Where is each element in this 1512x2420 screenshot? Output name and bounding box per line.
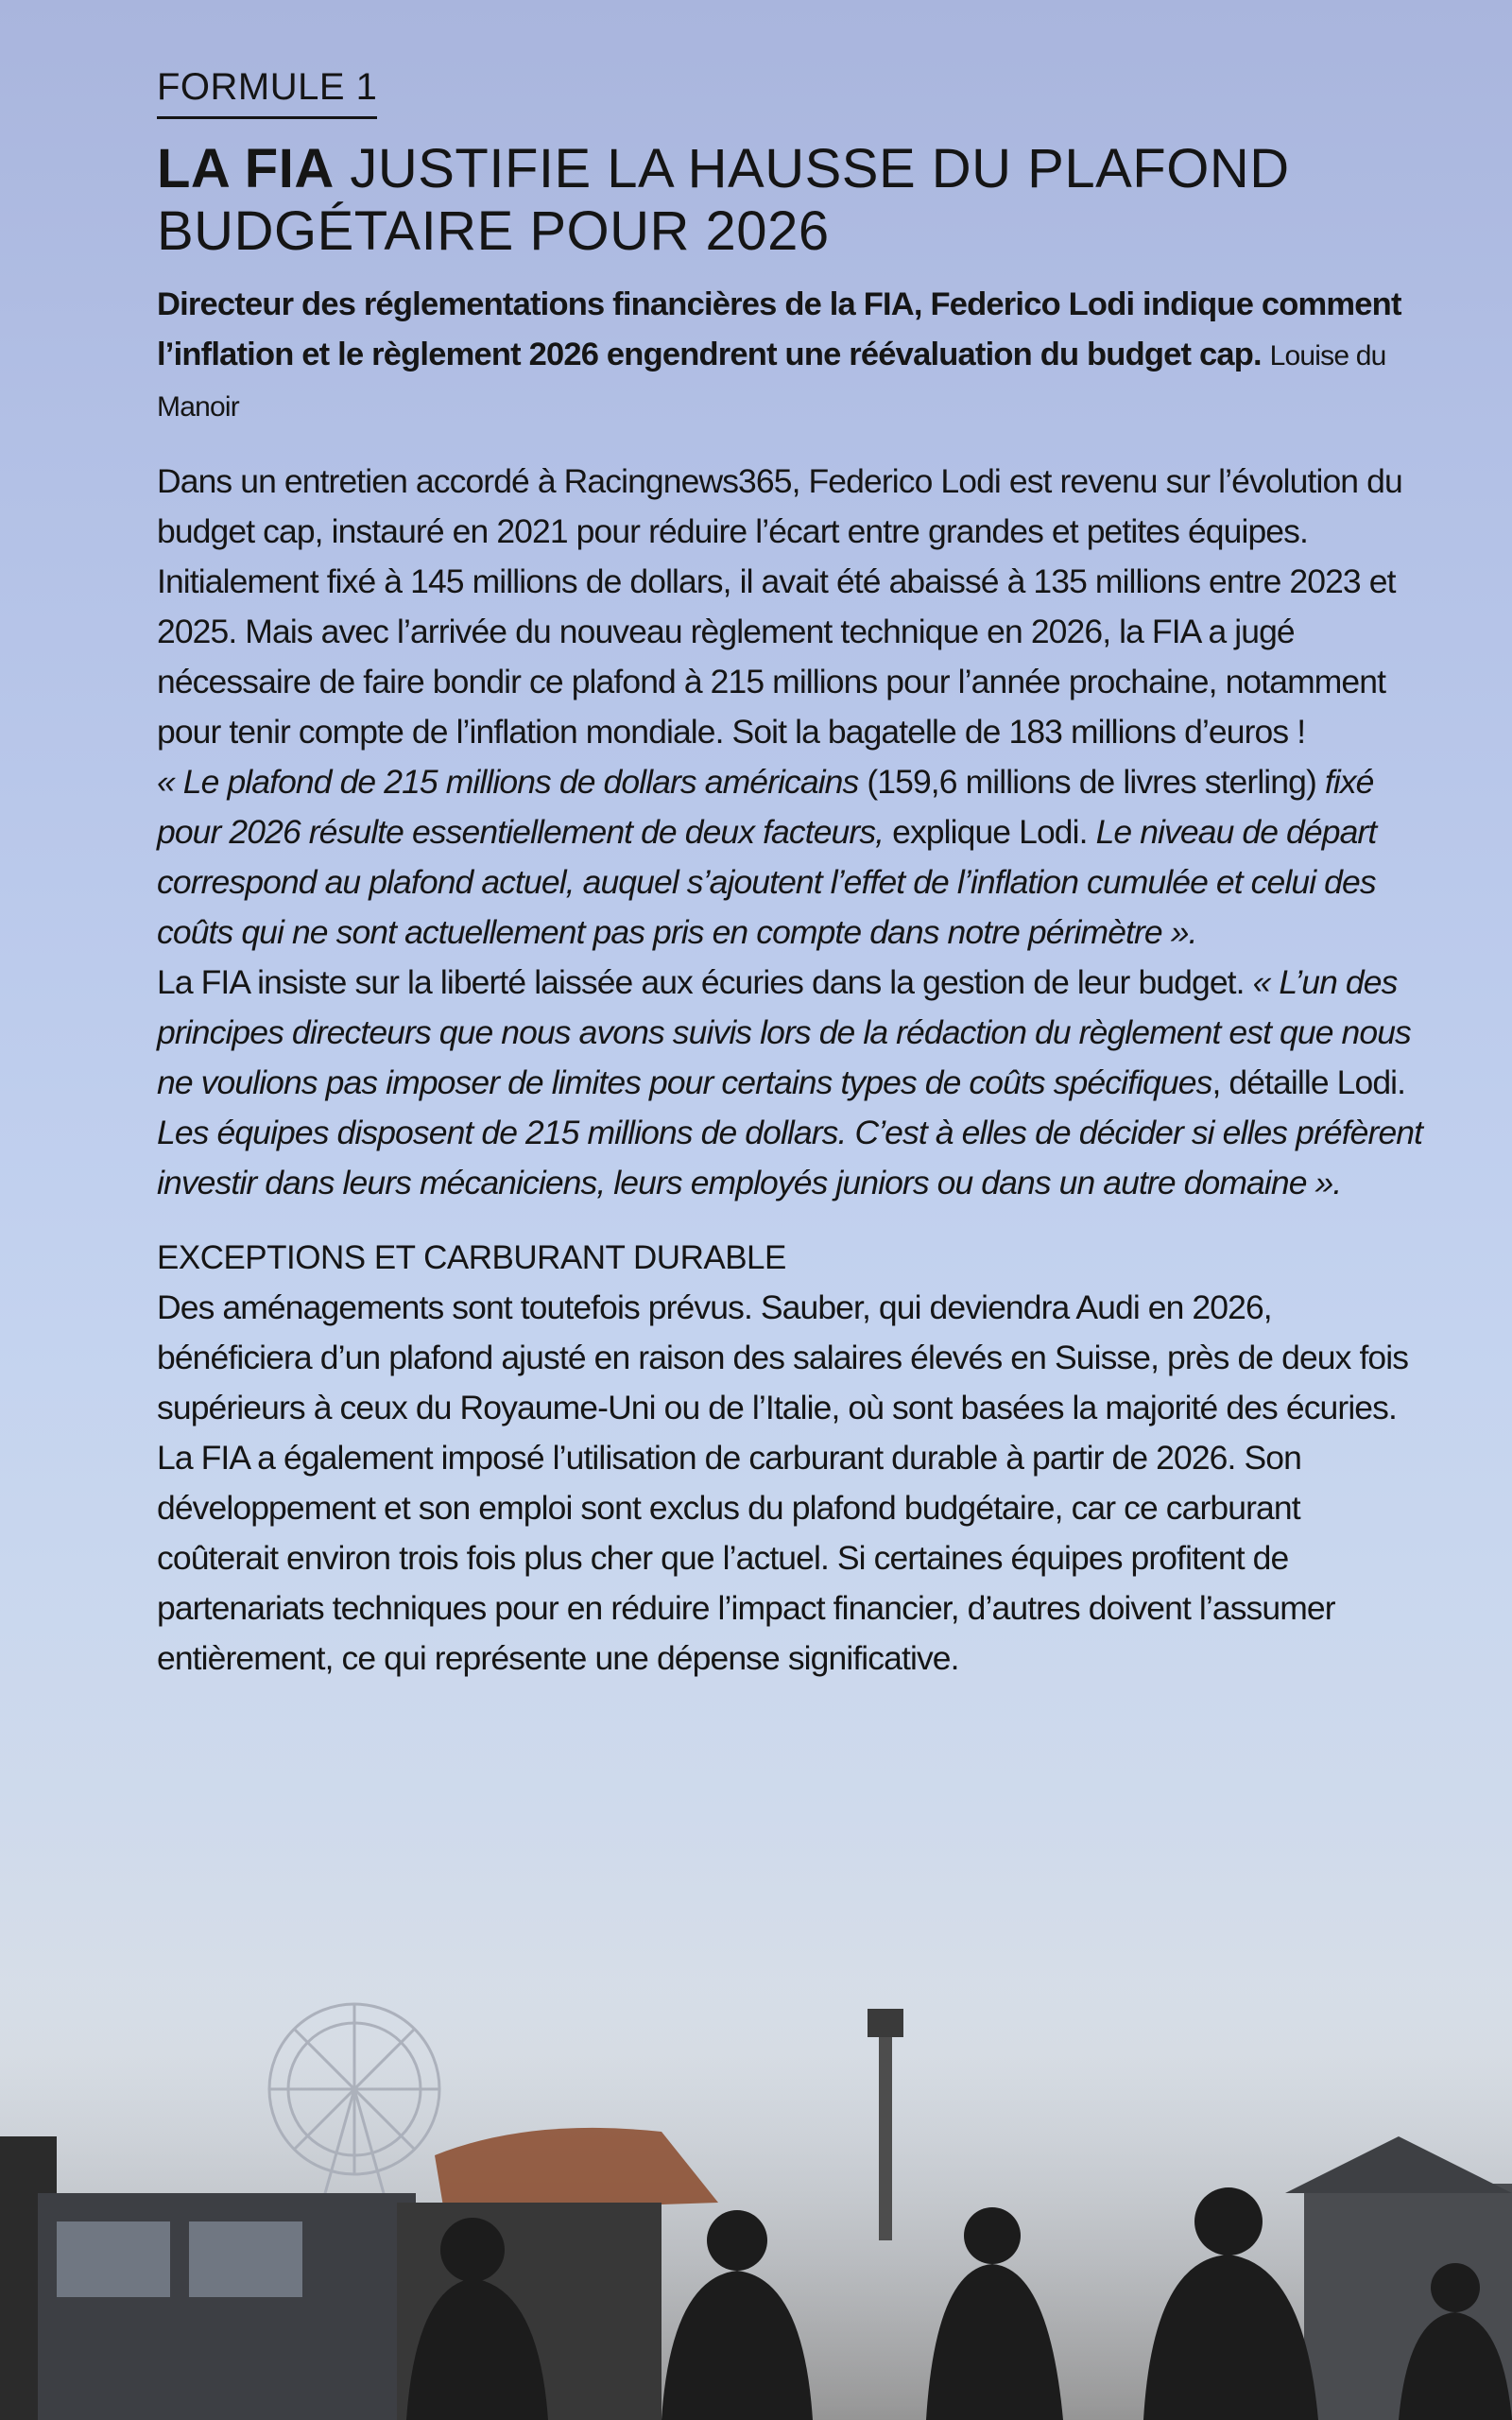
headline-bold: LA FIA (157, 138, 335, 199)
section-tag: FORMULE 1 (157, 66, 377, 119)
lede-text: Directeur des réglementations financières de la FIA, Federico Lodi indique comment l’inflation et le règlement 2026 engendrent une réévaluation du budget cap. (157, 286, 1401, 372)
quote-attribution: explique Lodi. (884, 813, 1096, 851)
lede (157, 280, 1423, 432)
paragraph-3 (157, 958, 1423, 1208)
quote-part: fixé pour 2026 résulte essentiellement de deux facteurs, (157, 763, 1374, 851)
paddock-photo (0, 1966, 1512, 2420)
quote-part: Le niveau de départ correspond au plafond actuel, auquel s’ajoutent l’effet de l’inflation cumulée et celui des coûts qui ne sont actuellement pas pris en compte dans notre périmètre ». (157, 813, 1377, 951)
article-body (157, 457, 1423, 1684)
paragraph-2-quote (157, 757, 1423, 958)
paragraph-text: La FIA insiste sur la liberté laissée aux écuries dans la gestion de leur budget. (157, 963, 1253, 1001)
subhead: EXCEPTIONS ET CARBURANT DURABLE (157, 1239, 786, 1276)
paragraph-1: Dans un entretien accordé à Racingnews365, Federico Lodi est revenu sur l’évolution du budget cap, instauré en 2021 pour réduire l’écart entre grandes et petites équipes. Initialement fixé à 145 millions de dollars, il avait été abaissé à 135 millions entre 2023 et 2025. Mais avec l’arrivée du nouveau règlement technique en 2026, la FIA a jugé nécessaire de faire bondir ce plafond à 215 millions pour l’année prochaine, notamment pour tenir compte de l’inflation mondiale. Soit la bagatelle de 183 millions d’euros ! (157, 462, 1402, 751)
quote-part: « L’un des principes directeurs que nous avons suivis lors de la rédaction du règlement est que nous ne voulions pas imposer de limites pour certains types de coûts spécifiques (157, 963, 1411, 1101)
quote-attribution: , détaille Lodi. (1211, 1063, 1406, 1101)
article (157, 66, 1423, 1684)
quote-aside: (159,6 millions de livres sterling) (858, 763, 1325, 801)
author-byline: Louise du Manoir (157, 340, 1386, 423)
quote-part: « Le plafond de 215 millions de dollars américains (157, 763, 859, 801)
headline-rest: JUSTIFIE LA HAUSSE DU PLAFOND BUDGÉTAIRE POUR 2026 (157, 138, 1290, 262)
headline (157, 138, 1423, 263)
quote-part: Les équipes disposent de 215 millions de dollars. C’est à elles de décider si elles préfèrent investir dans leurs mécaniciens, leurs employés juniors ou dans un autre domaine ». (157, 1114, 1423, 1201)
paragraph-4: Des aménagements sont toutefois prévus. Sauber, qui deviendra Audi en 2026, bénéficiera d’un plafond ajusté en raison des salaires élevés en Suisse, près de deux fois supérieurs à ceux du Royaume-Uni ou de l’Italie, où sont basées la majorité des écuries. La FIA a également imposé l’utilisation de carburant durable à partir de 2026. Son développement et son emploi sont exclus du plafond budgétaire, car ce carburant coûterait environ trois fois plus cher que l’actuel. Si certaines équipes profitent de partenariats techniques pour en réduire l’impact financier, d’autres doivent l’assumer entièrement, ce qui représente une dépense significative. (157, 1288, 1409, 1677)
